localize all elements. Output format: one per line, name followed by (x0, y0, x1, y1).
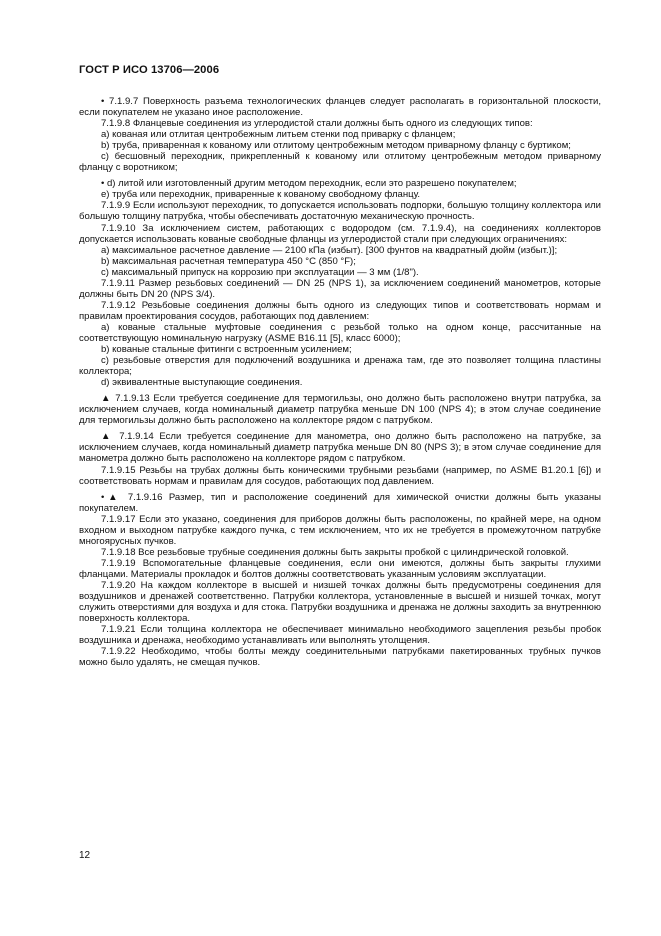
paragraph: а) кованая или отлитая центробежным литьем стенки под приварку с фланцем; (101, 129, 456, 141)
paragraph: с) резьбовые отверстия для подключений воздушника и дренажа там, где это позволяет толщина пластины коллектора; (79, 355, 601, 378)
paragraph: с) максимальный припуск на коррозию при эксплуатации — 3 мм (1/8"). (101, 266, 419, 278)
paragraph: 7.1.9.22 Необходимо, чтобы болты между соединительными патрубками пакетированных трубных пучков можно было удалять, не смещая пучков. (79, 646, 601, 669)
paragraph: •▲ 7.1.9.16 Размер, тип и расположение соединений для химической очистки должны быть указаны покупателем. (79, 491, 601, 514)
paragraph: 7.1.9.21 Если толщина коллектора не обеспечивает минимально необходимого зацепления резьбы пробок воздушника и дренажа, необходимо устанавливать или выполнять утолщения. (79, 624, 601, 647)
paragraph: 7.1.9.10 За исключением систем, работающих с водородом (см. 7.1.9.4), на соединениях коллекторов допускается использовать кованые свободные фланцы из углеродистой стали при следующих ограничениях: (79, 222, 601, 245)
paragraph: 7.1.9.12 Резьбовые соединения должны быть одного из следующих типов и соответствовать нормам и правилам проектирования сосудов, работающих под давлением: (79, 299, 601, 322)
paragraph: 7.1.9.11 Размер резьбовых соединений — DN 25 (NPS 1), за исключением соединений манометров, которые должны быть DN 20 (NPS 3/4). (79, 277, 601, 300)
paragraph: а) максимальное расчетное давление — 2100 кПа (избыт). [300 фунтов на квадратный дюйм (избыт.)]; (101, 244, 558, 256)
document-body (79, 96, 601, 668)
paragraph: 7.1.9.17 Если это указано, соединения для приборов должны быть расположены, по крайней мере, на одном входном и выходном патрубке каждого пучка, с тем исключением, что их не требуется в промежуточном патрубке многоярусных пучков. (79, 513, 601, 547)
paragraph: b) максимальная расчетная температура 450 °С (850 °F); (101, 255, 356, 267)
paragraph: а) кованые стальные муфтовые соединения с резьбой только на одном конце, рассчитанные на соответствующую номинальную нагрузку (ASME B16.11 [5], класс 6000); (79, 321, 601, 344)
paragraph: b) труба, приваренная к кованому или отлитому центробежным методом приварному фланцу с буртиком; (101, 140, 571, 152)
paragraph: 7.1.9.20 На каждом коллекторе в высшей и низшей точках должны быть предусмотрены соединения для воздушников и дренажей соответственно. Патрубки коллектора, установленные в высшей и низшей точках, могут служить отверстиями для воздуха и для стока. Патрубки воздушника и дренажа не должны заходить за внутреннюю поверхность коллектора. (79, 579, 601, 625)
document-header: ГОСТ Р ИСО 13706—2006 (79, 64, 220, 76)
paragraph: с) бесшовный переходник, прикрепленный к кованому или отлитому центробежным методом приварному фланцу с воротником; (79, 151, 601, 174)
paragraph: d) эквивалентные выступающие соединения. (101, 377, 303, 389)
paragraph: 7.1.9.9 Если используют переходник, то допускается использовать подпорки, большую толщину коллектора или большую толщину патрубка, чтобы обеспечивать достаточную механическую прочность. (79, 200, 601, 223)
paragraph: ▲ 7.1.9.14 Если требуется соединение для манометра, оно должно быть расположено на патрубке, за исключением случаев, когда номинальный диаметр патрубка меньше DN 80 (NPS 3); в этом случае соединение для манометра должно быть расположено на коллекторе рядом с патрубком. (79, 431, 601, 465)
paragraph: 7.1.9.18 Все резьбовые трубные соединения должны быть закрыты пробкой с цилиндрической головкой. (101, 546, 569, 558)
paragraph: b) кованые стальные фитинги с встроенным усилением; (101, 344, 352, 356)
paragraph: • d) литой или изготовленный другим методом переходник, если это разрешено покупателем; (101, 178, 517, 190)
paragraph: 7.1.9.15 Резьбы на трубах должны быть коническими трубными резьбами (например, по ASME B1.20.1 [6]) и соответствовать нормам и правилам для сосудов, работающих под давлением. (79, 464, 601, 487)
paragraph: • 7.1.9.7 Поверхность разъема технологических фланцев следует располагать в горизонтальной плоскости, если покупателем не указано иное расположение. (79, 96, 601, 119)
paragraph: 7.1.9.19 Вспомогательные фланцевые соединения, если они имеются, должны быть закрыты глухими фланцами. Материалы прокладок и болтов должны соответствовать указанным условиям эксплуатации. (79, 557, 601, 580)
paragraph: 7.1.9.8 Фланцевые соединения из углеродистой стали должны быть одного из следующих типов: (101, 118, 533, 130)
paragraph: е) труба или переходник, приваренные к кованому свободному фланцу. (101, 189, 421, 201)
paragraph: ▲ 7.1.9.13 Если требуется соединение для термогильзы, оно должно быть расположено внутри патрубка, за исключением случаев, когда номинальный диаметр патрубка меньше DN 100 (NPS 4); в этом случае соединение для термогильзы должно быть расположено на коллекторе рядом с патрубком. (79, 393, 601, 427)
page-number: 12 (79, 850, 91, 861)
